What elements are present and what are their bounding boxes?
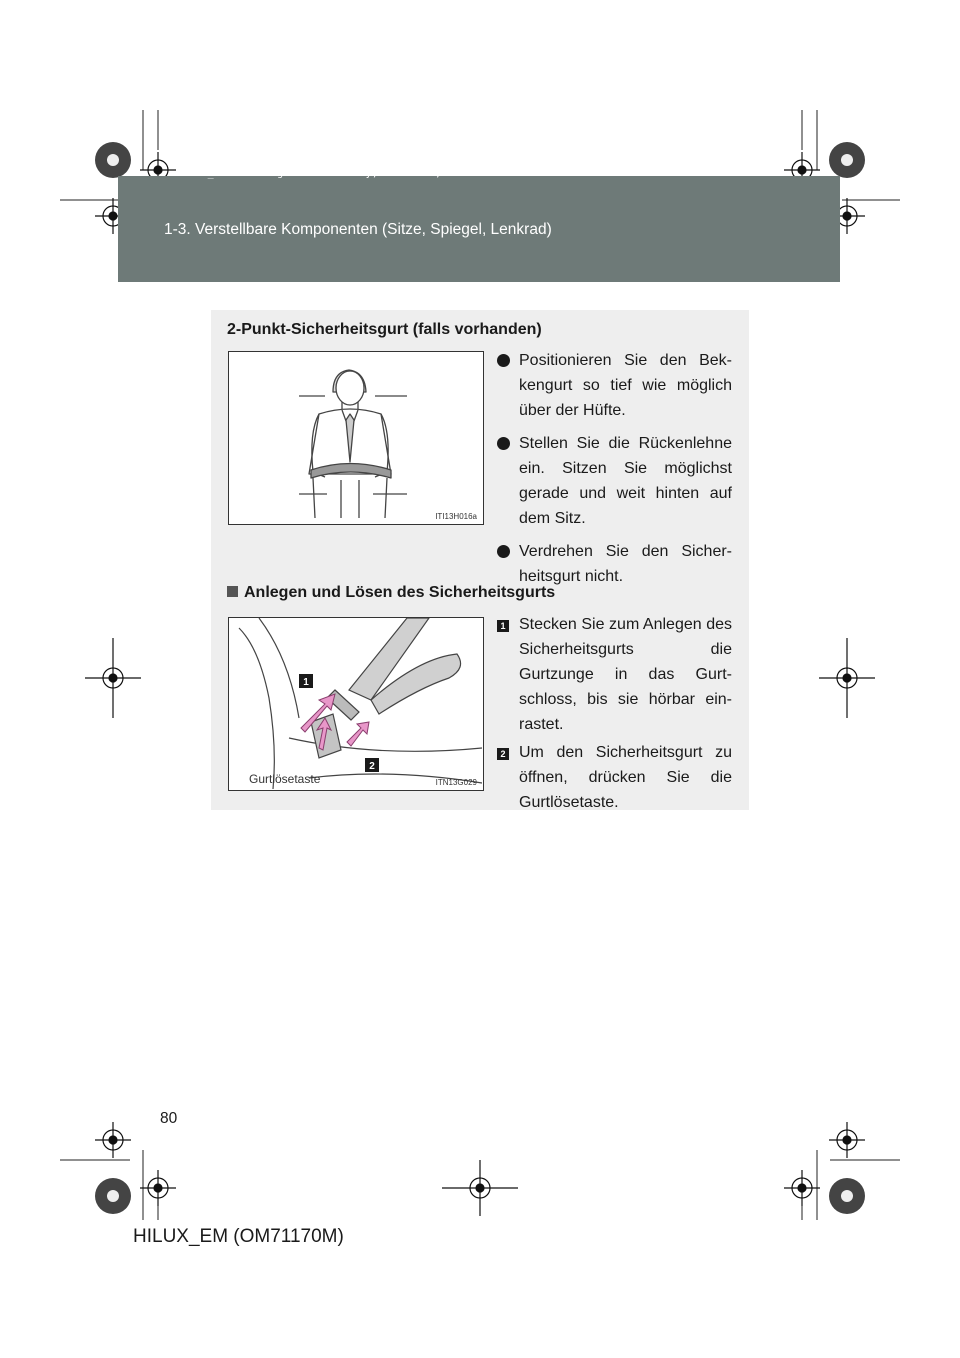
bullet-item: Verdrehen Sie den Sicher-heitsgurt nicht. [497, 539, 732, 589]
step-number-badge: 2 [497, 748, 509, 760]
step-item: 1 Stecken Sie zum Anlegen des Sicherheitsgurts die Gurtzunge in das Gurt-schloss, bis sie hörbar ein-rastet. [497, 612, 732, 737]
figure-buckle-illustration [228, 617, 484, 791]
svg-text:1: 1 [303, 677, 309, 688]
bullet-dot-icon [497, 437, 510, 450]
two-point-belt-heading: 2-Punkt-Sicherheitsgurt (falls vorhanden) [227, 321, 542, 338]
fasten-steps-list [497, 612, 732, 818]
step-item: 2 Um den Sicherheitsgurt zu öffnen, drücken Sie die Gurtlösetaste. [497, 740, 732, 815]
buckle-illustration [229, 618, 482, 789]
fasten-release-subheading: Anlegen und Lösen des Sicherheitsgurts [227, 584, 555, 602]
bullet-item: Positionieren Sie den Bek-kengurt so tief wie möglich über der Hüfte. [497, 348, 732, 423]
figure2-code: ITN13G029 [435, 778, 477, 787]
page-number: 80 [160, 1110, 178, 1127]
figure1-code: ITI13H016a [435, 512, 477, 521]
manual-model-code: HILUX_EM (OM71170M) [133, 1226, 344, 1247]
figure-lap-belt-illustration [228, 351, 484, 525]
step-number-badge: 1 [497, 620, 509, 632]
belt-instructions-list [497, 348, 732, 597]
square-bullet-icon [227, 586, 238, 597]
section-title: 1-3. Verstellbare Komponenten (Sitze, Spiegel, Lenkrad) [164, 221, 552, 238]
book-stamp: HILUX_EM.book Page 80 Wednesday, March 23, 2011 2:48 PM [176, 168, 524, 179]
release-button-callout: Gurtlösetaste [249, 772, 321, 786]
seated-person-illustration [229, 352, 482, 523]
bullet-dot-icon [497, 545, 510, 558]
bullet-dot-icon [497, 354, 510, 367]
bullet-item: Stellen Sie die Rückenlehne ein. Sitzen Sie möglichst gerade und weit hinten auf dem Sitz. [497, 431, 732, 531]
svg-text:2: 2 [369, 761, 375, 772]
